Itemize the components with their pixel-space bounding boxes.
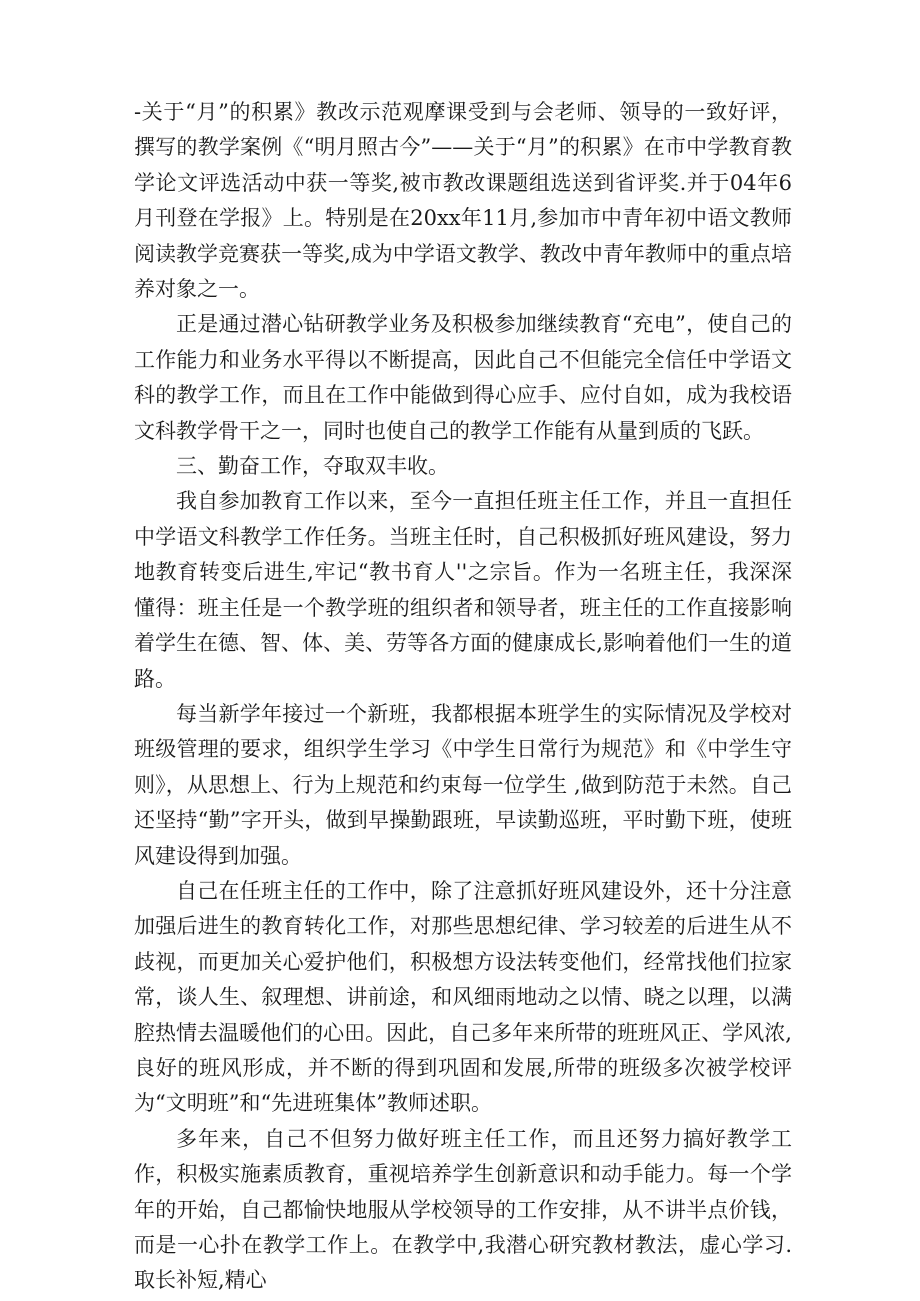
paragraph-4: 每当新学年接过一个新班，我都根据本班学生的实际情况及学校对班级管理的要求，组织学生学习《中学生日常行为规范》和《中学生守则》，从思想上、行为上规范和约束每一位学生 ,做到防范于未然。自己还坚持“勤”字开头，做到早操勤跟班，早读勤巡班，平时勤下班，使班风建设得到加强。 (134, 701, 792, 868)
section-heading: 三、勤奋工作，夺取双丰收。 (176, 454, 449, 479)
paragraph-3: 我自参加教育工作以来，至今一直担任班主任工作，并且一直担任中学语文科教学工作任务。当班主任时，自己积极抓好班风建设，努力地教育转变后进生,牢记“教书育人''之宗旨。作为一名班主任，我深深懂得：班主任是一个教学班的组织者和领导者，班主任的工作直接影响着学生在德、智、体、美、劳等各方面的健康成长,影响着他们一生的道路。 (134, 489, 792, 691)
paragraph-2: 正是通过潜心钻研教学业务及积极参加继续教育“充电”，使自己的工作能力和业务水平得以不断提高，因此自己不但能完全信任中学语文科的教学工作，而且在工作中能做到得心应手、应付自如，成为我校语文科教学骨干之一，同时也使自己的教学工作能有从量到质的飞跃。 (134, 312, 792, 443)
paragraph-5: 自己在任班主任的工作中，除了注意抓好班风建设外，还十分注意加强后进生的教育转化工作，对那些思想纪律、学习较差的后进生从不歧视，而更加关心爱护他们，积极想方设法转变他们，经常找他们拉家常，谈人生、叙理想、讲前途，和风细雨地动之以情、晓之以理，以满腔热情去温暖他们的心田。因此，自己多年来所带的班班风正、学风浓,良好的班风形成，并不断的得到巩固和发展,所带的班级多次被学校评为“文明班”和“先进班集体”教师述职。 (134, 878, 792, 1116)
paragraph-6: 多年来，自己不但努力做好班主任工作，而且还努力搞好教学工作，积极实施素质教育，重视培养学生创新意识和动手能力。每一个学年的开始，自己都愉快地服从学校领导的工作安排，从不讲半点价钱，而是一心扑在教学工作上。在教学中,我潜心研究教材教法，虚心学习.取长补短,精心 (134, 1126, 792, 1293)
paragraph-1: -关于“月”的积累》教改示范观摩课受到与会老师、领导的一致好评，撰写的教学案例《“明月照古今”——关于“月”的积累》在市中学教育教学论文评选活动中获一等奖,被市教改课题组选送到省评奖.并于04年6月刊登在学报》上。特别是在20xx年11月,参加市中青年初中语文教师阅读教学竞赛获一等奖,成为中学语文教学、教改中青年教师中的重点培养对象之一。 (134, 100, 792, 302)
document-body (134, 95, 792, 1299)
